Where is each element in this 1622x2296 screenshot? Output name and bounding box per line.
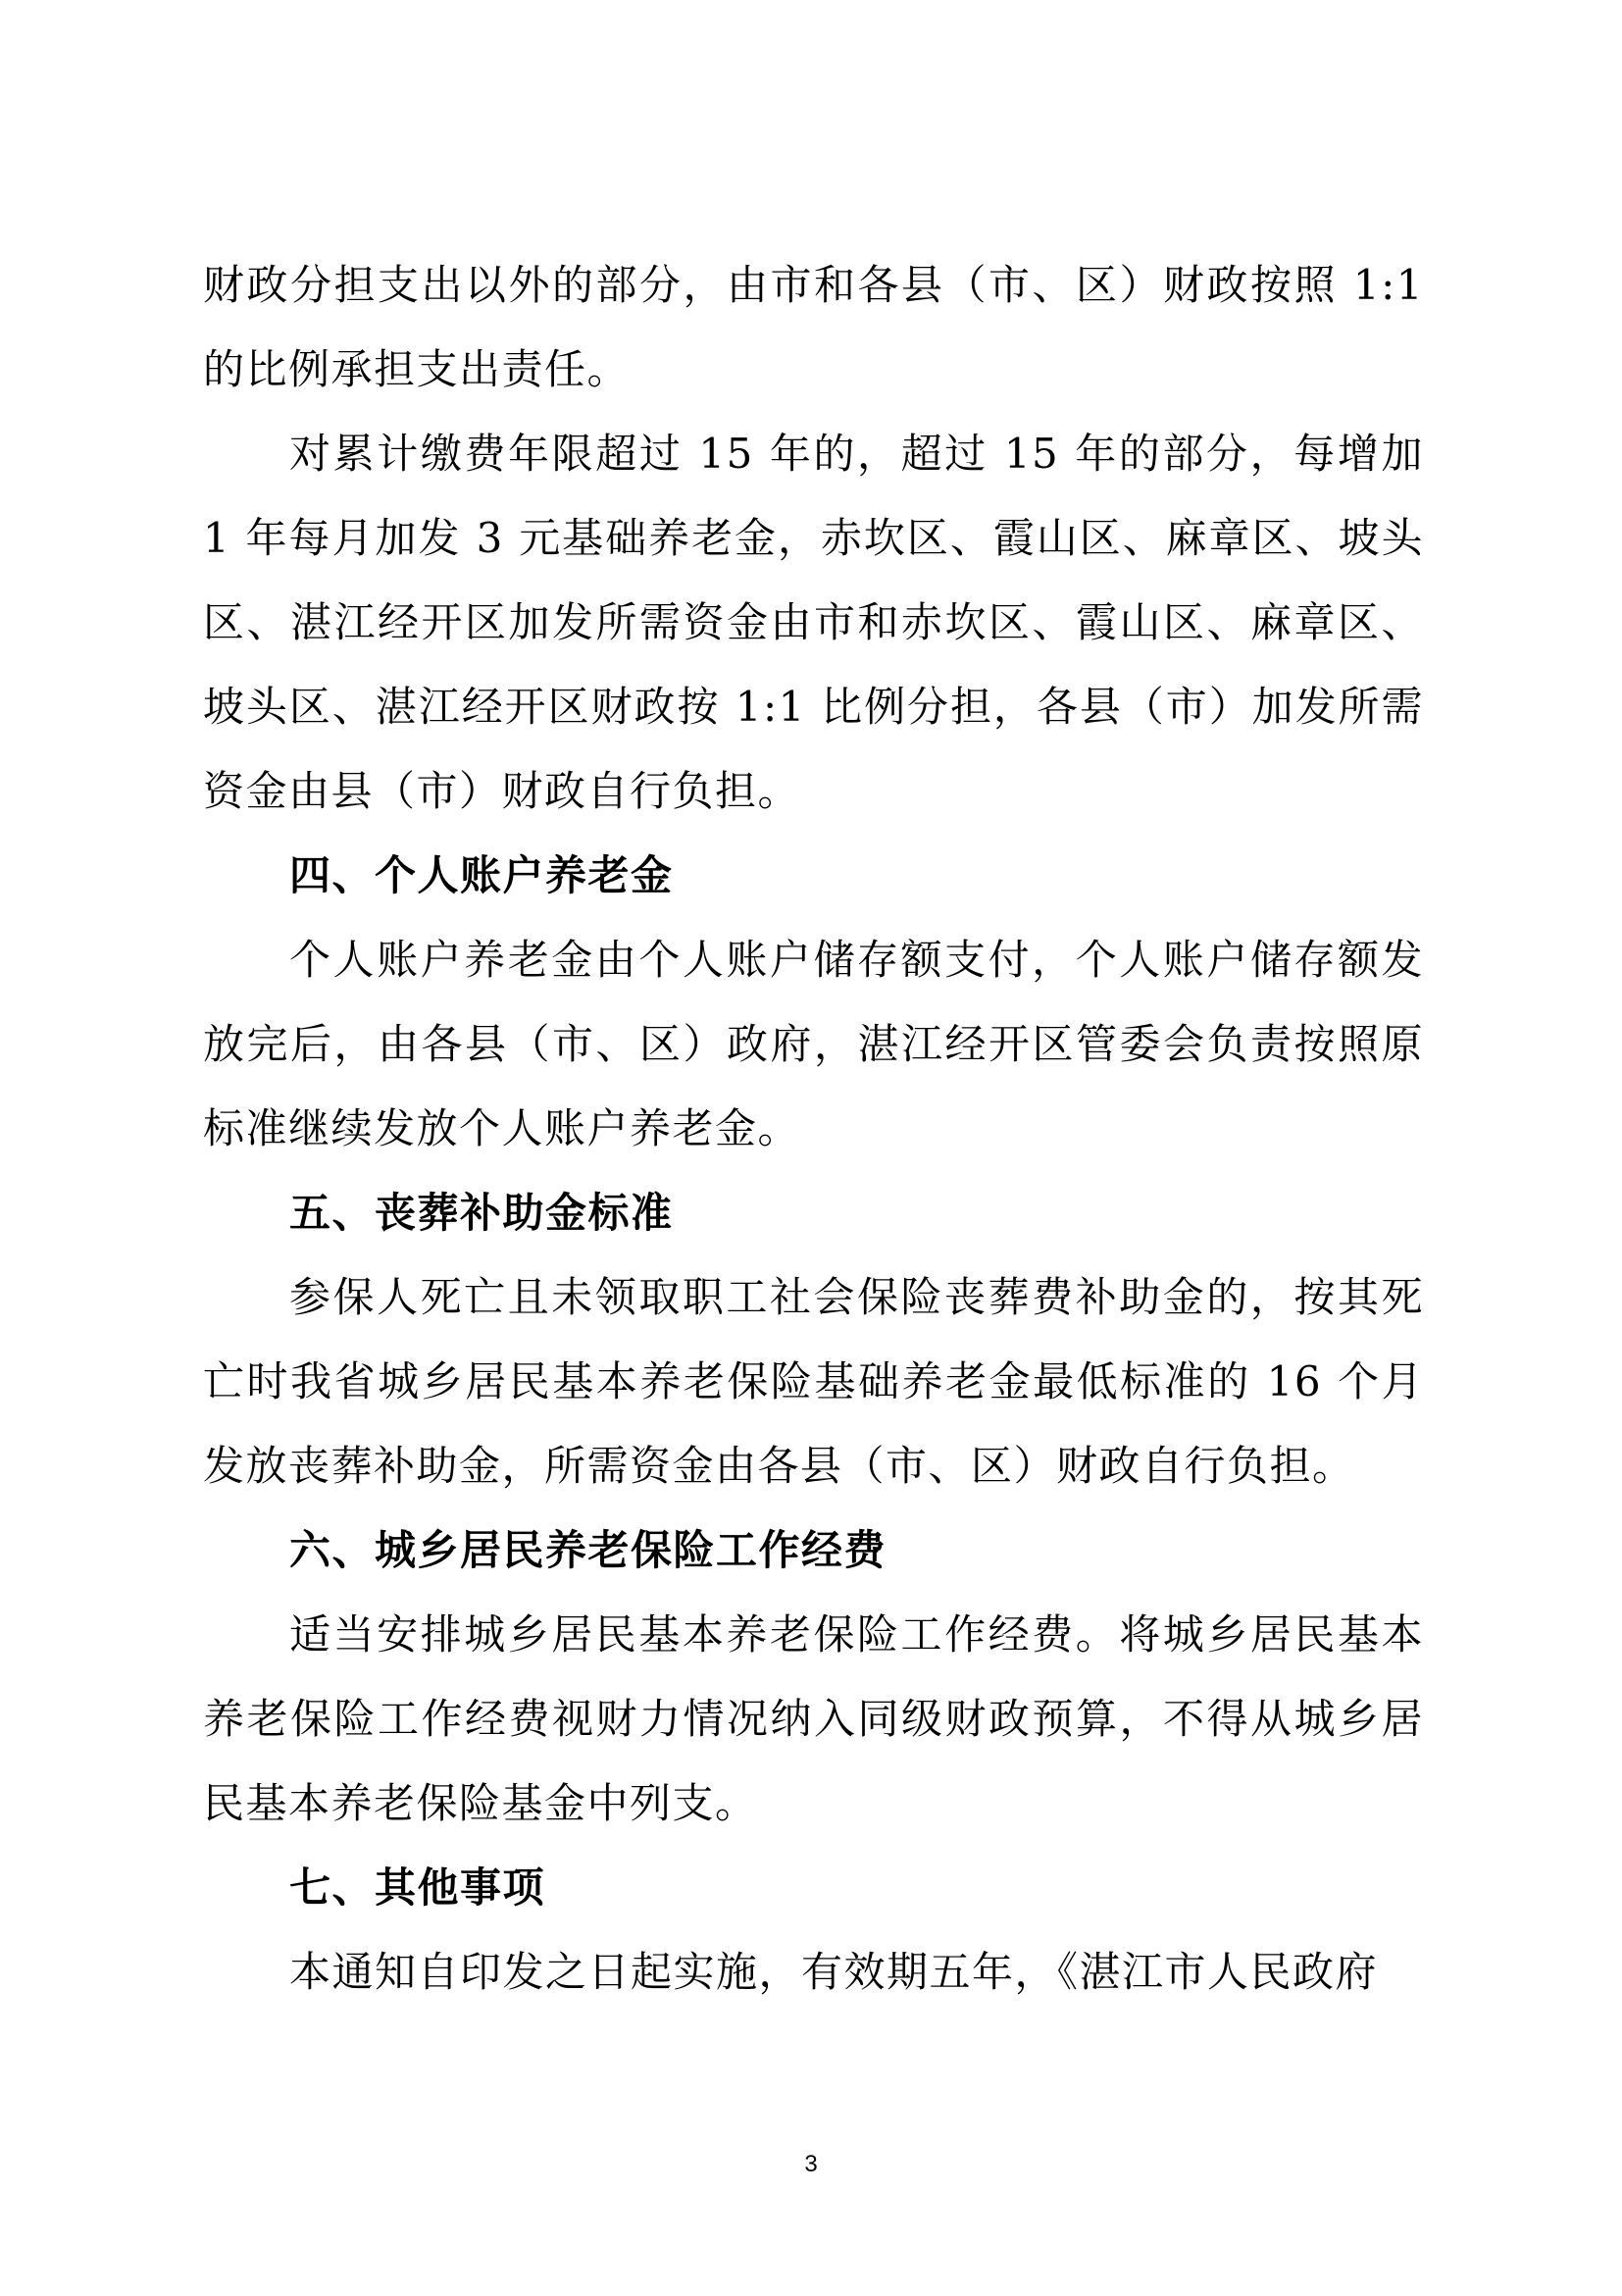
heading-personal-account-pension: 四、个人账户养老金 [289, 851, 674, 899]
paragraph-funeral-subsidy: 参保人死亡且未领取职工社会保险丧葬费补助金的，按其死亡时我省城乡居民基本养老保险基础养老金最低标准的 16 个月发放丧葬补助金，所需资金由各县（市、区）财政自行负担。 [203, 1273, 1424, 1490]
paragraph-work-funding: 适当安排城乡居民基本养老保险工作经费。将城乡居民基本养老保险工作经费视财力情况纳入同级财政预算，不得从城乡居民基本养老保险基金中列支。 [203, 1610, 1424, 1827]
heading-work-funding: 六、城乡居民养老保险工作经费 [289, 1526, 887, 1574]
page-number: 3 [804, 2151, 818, 2177]
document-body [203, 243, 1424, 2015]
paragraph-personal-account-pension: 个人账户养老金由个人账户储存额支付，个人账户储存额发放完后，由各县（市、区）政府，湛江经开区管委会负责按照原标准继续发放个人账户养老金。 [203, 936, 1424, 1152]
paragraph-fiscal-split: 财政分担支出以外的部分，由市和各县（市、区）财政按照 1:1 的比例承担支出责任。 [203, 261, 1424, 393]
heading-other-matters: 七、其他事项 [289, 1863, 546, 1912]
paragraph-extra-pension: 对累计缴费年限超过 15 年的，超过 15 年的部分，每增加 1 年每月加发 3 元基础养老金，赤坎区、霞山区、麻章区、坡头区、湛江经开区加发所需资金由市和赤坎区、霞山区、麻章区、坡头区、湛江经开区财政按 1:1 比例分担，各县（市）加发所需资金由县（市）财政自行负担。 [203, 430, 1424, 815]
paragraph-other-matters: 本通知自印发之日起实施，有效期五年，《湛江市人民政府 [289, 1948, 1379, 1996]
heading-funeral-subsidy: 五、丧葬补助金标准 [289, 1189, 674, 1237]
